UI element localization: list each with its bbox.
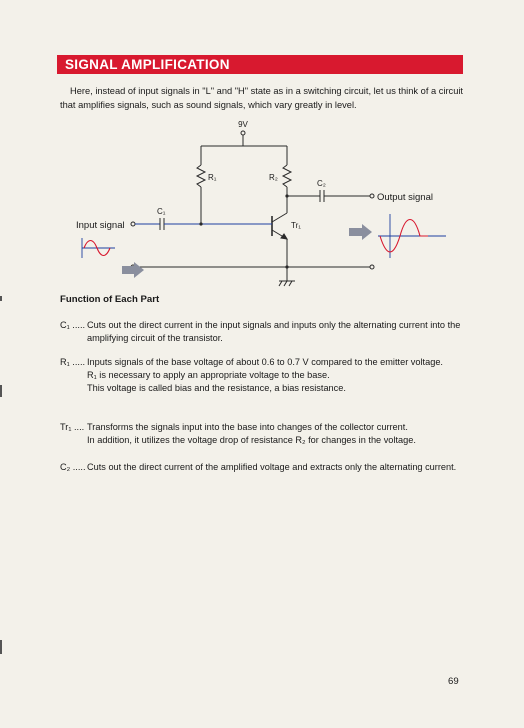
output-arrow-icon <box>349 224 372 240</box>
part-c1 <box>60 319 465 345</box>
ground-hatch-1 <box>279 281 282 286</box>
part-code: Tr₁ .... <box>60 422 85 432</box>
part-description: Cuts out the direct current in the input signals and inputs only the alternating current into the amplifying circuit of the transistor. <box>87 320 461 344</box>
section-title: SIGNAL AMPLIFICATION <box>65 57 230 72</box>
ground-hatch-3 <box>289 281 292 286</box>
binding-mark <box>0 296 2 301</box>
supply-label: 9V <box>238 120 248 129</box>
c1-label: C₁ <box>157 207 166 216</box>
output-waveform-icon <box>378 214 446 258</box>
part-tr1 <box>60 421 465 447</box>
r1-resistor <box>197 165 205 187</box>
output-common-terminal <box>370 265 374 269</box>
binding-mark <box>0 640 2 654</box>
part-description: Inputs signals of the base voltage of about 0.6 to 0.7 V compared to the emitter voltage. <box>87 357 443 367</box>
supply-terminal <box>241 131 245 135</box>
base-junction-dot <box>199 222 202 225</box>
r2-label: R₂ <box>269 173 278 182</box>
ground-hatch-2 <box>284 281 287 286</box>
transistor-collector-lead <box>272 213 287 222</box>
part-code: R₁ ..... <box>60 357 86 367</box>
parts-heading: Function of Each Part <box>60 294 160 305</box>
part-code: C₁ ..... <box>60 320 86 330</box>
r2-resistor <box>283 165 291 187</box>
input-signal-label: Input signal <box>76 220 125 231</box>
part-description: In addition, it utilizes the voltage drop of resistance R₂ for changes in the voltage. <box>87 435 416 446</box>
emitter-arrow <box>281 234 287 239</box>
part-description: Cuts out the direct current of the amplified voltage and extracts only the alternating current. <box>87 462 457 472</box>
part-description: Transforms the signals input into the base into changes of the collector current. <box>87 422 408 432</box>
input-waveform-icon <box>82 238 115 258</box>
output-terminal <box>370 194 374 198</box>
output-signal-label: Output signal <box>377 192 433 203</box>
part-description: R₁ is necessary to apply an appropriate voltage to the base. <box>87 370 330 381</box>
intro-paragraph: Here, instead of input signals in "L" and "H" state as in a switching circuit, let us think of a circuit that amplifies signals, such as sound signals, which vary greatly in level. <box>60 86 464 110</box>
binding-mark <box>0 385 2 397</box>
input-terminal <box>131 222 135 226</box>
part-description: This voltage is called bias and the resistance, a bias resistance. <box>87 383 346 394</box>
collector-junction-dot <box>285 194 288 197</box>
part-code: C₂ ..... <box>60 462 86 472</box>
c2-label: C₂ <box>317 179 326 188</box>
part-r1 <box>60 356 465 396</box>
ground-junction-dot <box>285 265 288 268</box>
page-number: 69 <box>448 676 459 687</box>
tr1-label: Tr₁ <box>291 221 301 230</box>
part-c2 <box>60 461 465 474</box>
input-arrow-icon <box>122 262 144 278</box>
r1-label: R₁ <box>208 173 217 182</box>
